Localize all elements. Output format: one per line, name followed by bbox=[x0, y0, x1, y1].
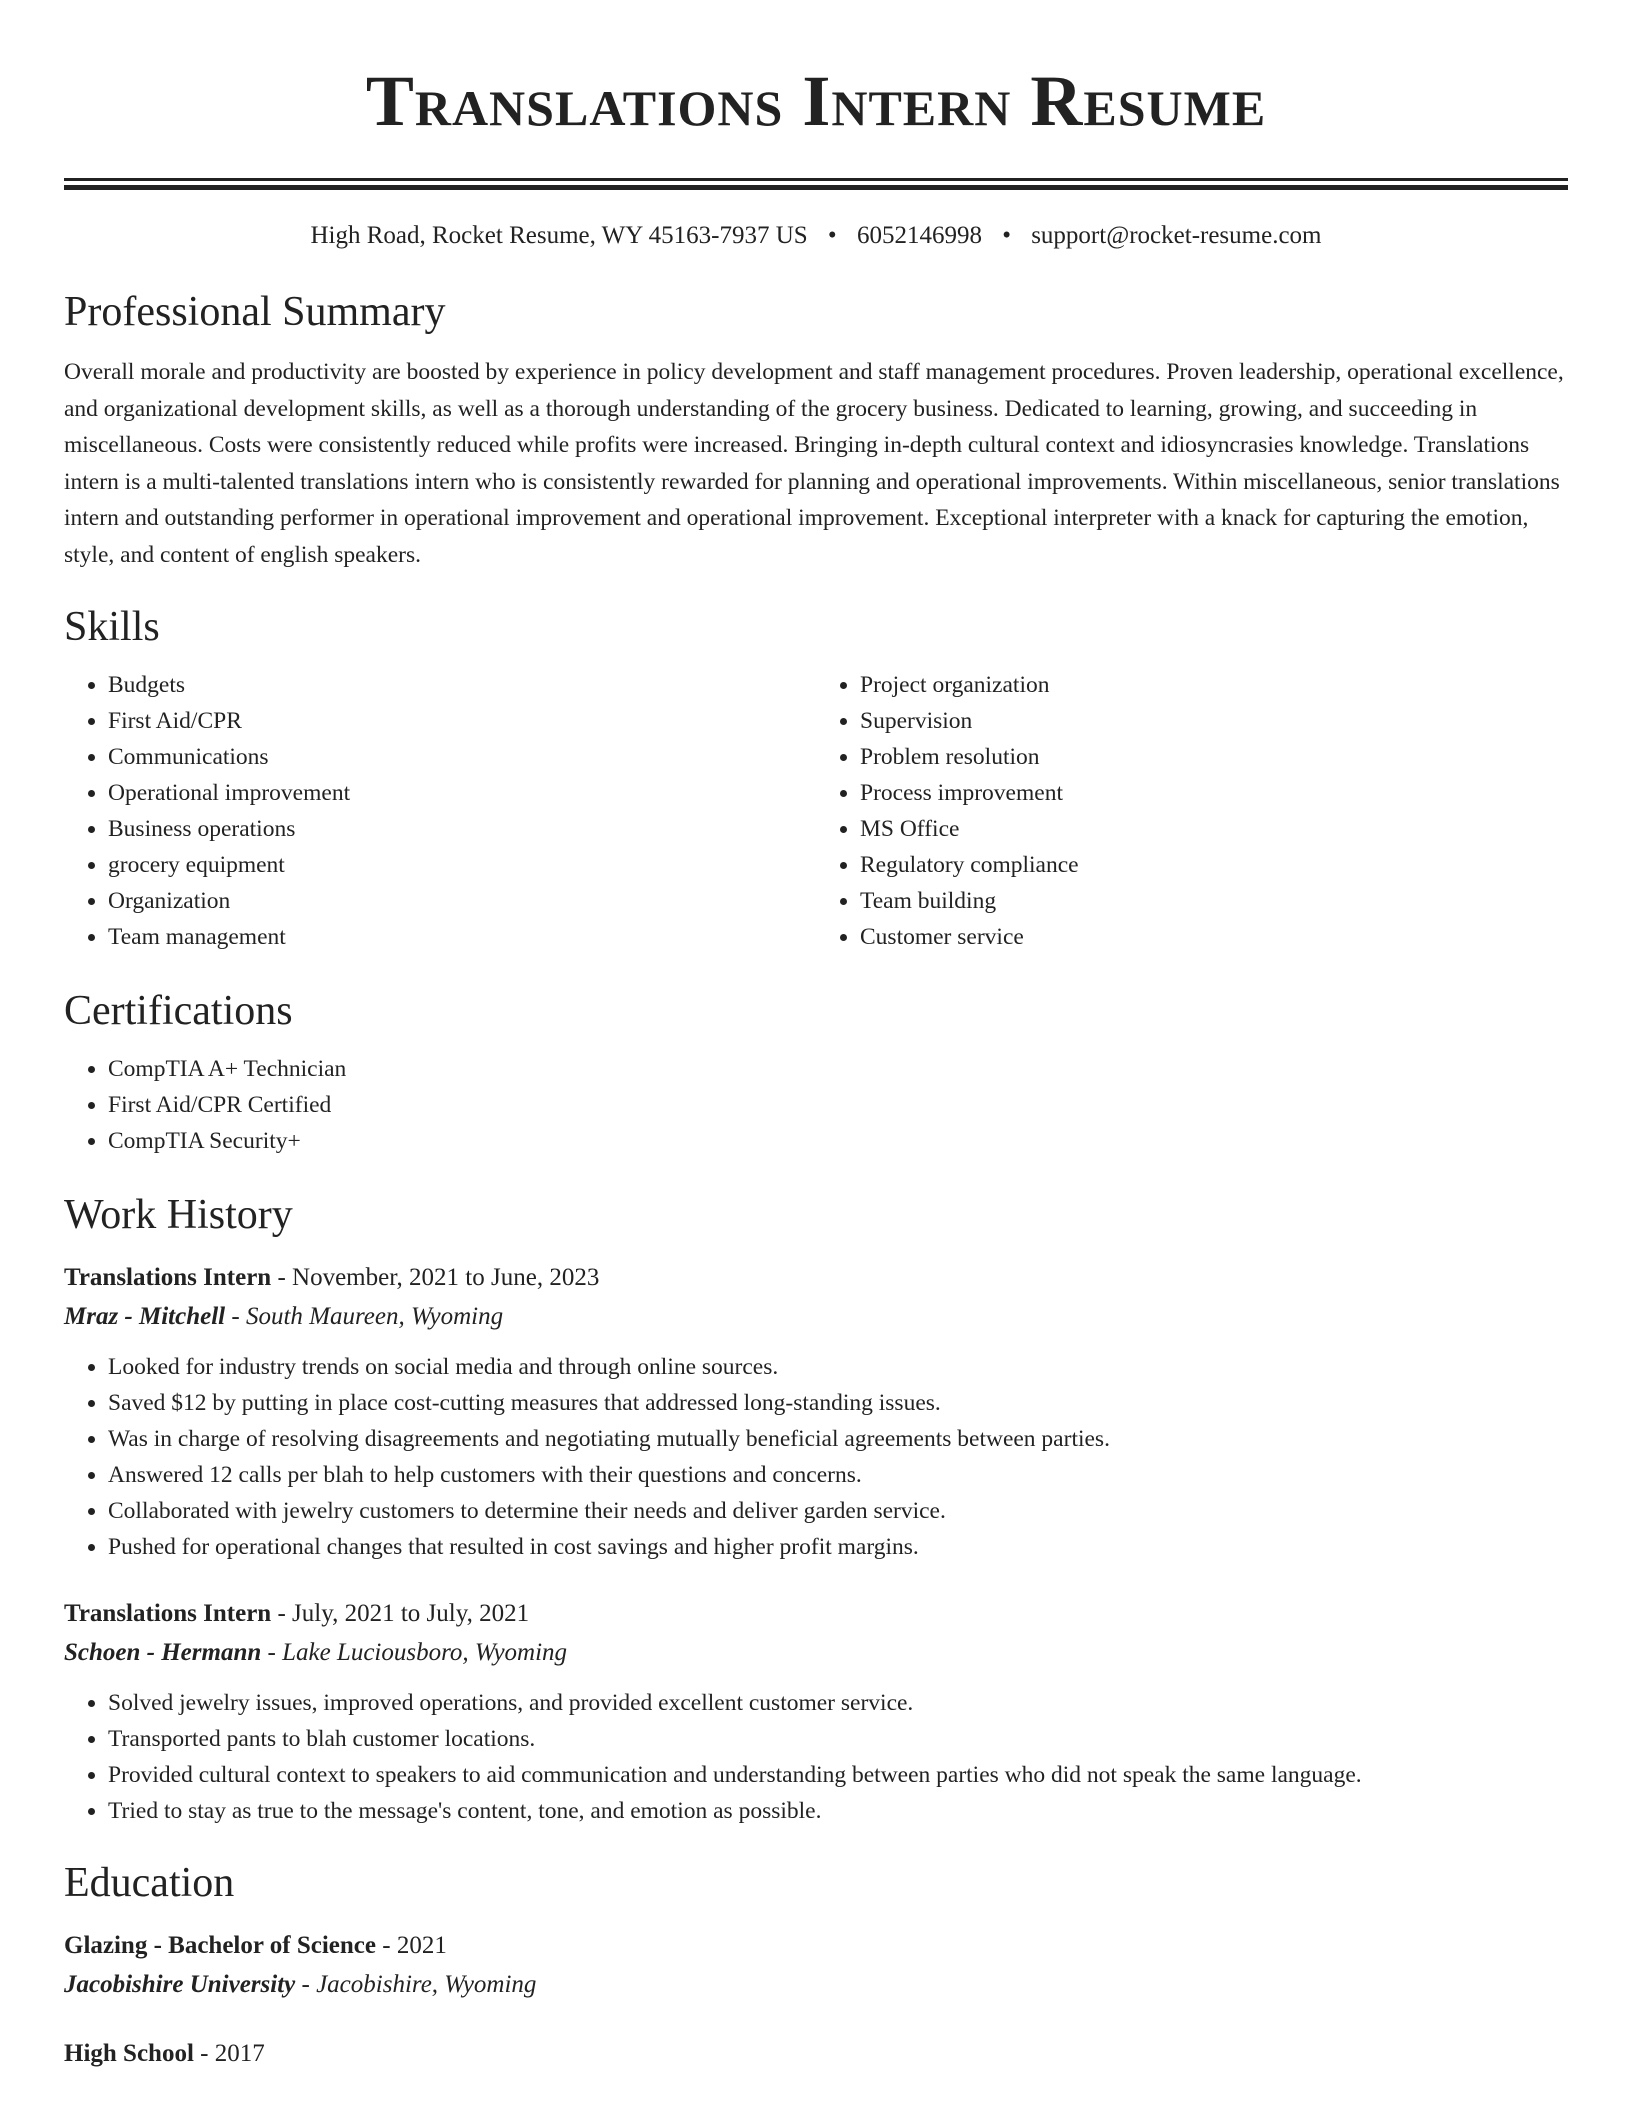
job-company-line bbox=[64, 1633, 1568, 1673]
skill-item: • Communications bbox=[108, 739, 816, 775]
skill-item: • Organization bbox=[108, 883, 816, 919]
education-degree: Glazing - Bachelor of Science bbox=[64, 1932, 376, 1959]
skill-item: • First Aid/CPR bbox=[108, 703, 816, 739]
skills-list-left bbox=[64, 667, 816, 955]
contact-separator: • bbox=[1002, 222, 1011, 249]
work-history-heading: Work History bbox=[64, 1192, 293, 1238]
education-degree-line bbox=[64, 1927, 1568, 1965]
job-title-line bbox=[64, 1259, 1568, 1297]
education-entry bbox=[64, 1927, 1568, 2005]
skills-columns bbox=[64, 667, 1568, 955]
education-degree: High School bbox=[64, 2040, 194, 2067]
job-bullet: • Answered 12 calls per blah to help customers with their questions and concerns. bbox=[108, 1457, 1568, 1493]
job-bullet: • Looked for industry trends on social media and through online sources. bbox=[108, 1349, 1568, 1385]
education-year: - 2021 bbox=[376, 1932, 447, 1959]
resume-title: Translations Intern Resume bbox=[365, 61, 1267, 141]
skill-item: • Operational improvement bbox=[108, 775, 816, 811]
job-dates: - November, 2021 to June, 2023 bbox=[271, 1264, 600, 1291]
certification-item: • CompTIA Security+ bbox=[108, 1123, 1568, 1159]
education-heading: Education bbox=[64, 1860, 235, 1906]
skill-item: • Process improvement bbox=[860, 775, 1568, 811]
contact-address: High Road, Rocket Resume, WY 45163-7937 US bbox=[310, 222, 808, 249]
skill-item: • Problem resolution bbox=[860, 739, 1568, 775]
contact-separator: • bbox=[827, 222, 837, 249]
education-school-line bbox=[64, 1965, 1568, 2005]
skill-item: • Supervision bbox=[860, 703, 1568, 739]
education-entry bbox=[64, 2035, 1568, 2073]
job-entry bbox=[64, 1595, 1568, 1829]
certifications-list bbox=[64, 1051, 1568, 1159]
skill-item: • Budgets bbox=[108, 667, 816, 703]
job-bullet: • Collaborated with jewelry customers to determine their needs and deliver garden service. bbox=[108, 1493, 1568, 1529]
job-bullets bbox=[64, 1685, 1568, 1829]
job-location: - Lake Luciousboro, Wyoming bbox=[261, 1639, 568, 1666]
contact-phone: 6052146998 bbox=[856, 222, 982, 249]
education-degree-line bbox=[64, 2035, 1568, 2073]
certification-item: • CompTIA A+ Technician bbox=[108, 1051, 1568, 1087]
job-company: Schoen - Hermann bbox=[64, 1639, 262, 1666]
skills-heading: Skills bbox=[64, 604, 160, 650]
education-year: - 2017 bbox=[193, 2040, 265, 2067]
summary-text: Overall morale and productivity are boosted by experience in policy development and staff management procedures. Proven leadership, operational excellence, and organizational development skills, as well as a thorough understanding of the grocery business. Dedicated to learning, growing, and succeeding in miscellaneous. Costs were consistently reduced while profits were increased. Bringing in-depth cultural context and idiosyncrasies knowledge. Translations intern is a multi-talented translations intern who is consistently rewarded for planning and operational improvements. Within miscellaneous, senior translations intern and outstanding performer in operational improvement and operational improvement. Exceptional interpreter with a knack for capturing the emotion, style, and content of english speakers. bbox=[64, 359, 1564, 568]
skill-item: • Project organization bbox=[860, 667, 1568, 703]
job-bullets bbox=[64, 1349, 1568, 1565]
education-location: - Jacobishire, Wyoming bbox=[295, 1971, 537, 1998]
job-title: Translations Intern bbox=[64, 1264, 272, 1291]
certifications-heading: Certifications bbox=[64, 988, 293, 1034]
skill-item: • grocery equipment bbox=[108, 847, 816, 883]
job-bullet: • Was in charge of resolving disagreements and negotiating mutually beneficial agreements between parties. bbox=[108, 1421, 1568, 1457]
skills-list-right bbox=[816, 667, 1568, 955]
summary-heading: Professional Summary bbox=[64, 289, 446, 335]
job-dates: - July, 2021 to July, 2021 bbox=[271, 1600, 530, 1627]
skill-item: • Business operations bbox=[108, 811, 816, 847]
title-divider-thick bbox=[64, 185, 1568, 190]
skill-item: • Regulatory compliance bbox=[860, 847, 1568, 883]
education-school: Jacobishire University bbox=[64, 1971, 296, 1998]
job-bullet: • Provided cultural context to speakers to aid communication and understanding between parties who did not speak the same language. bbox=[108, 1757, 1568, 1793]
certification-item: • First Aid/CPR Certified bbox=[108, 1087, 1568, 1123]
contact-email: support@rocket-resume.com bbox=[1031, 222, 1322, 249]
job-bullet: • Saved $12 by putting in place cost-cutting measures that addressed long-standing issues. bbox=[108, 1385, 1568, 1421]
job-entry bbox=[64, 1259, 1568, 1565]
skill-item: • Team building bbox=[860, 883, 1568, 919]
contact-line bbox=[64, 218, 1568, 254]
title-divider-thin bbox=[64, 178, 1568, 181]
skill-item: • MS Office bbox=[860, 811, 1568, 847]
job-company: Mraz - Mitchell bbox=[64, 1303, 226, 1330]
job-bullet: • Tried to stay as true to the message's content, tone, and emotion as possible. bbox=[108, 1793, 1568, 1829]
job-bullet: • Solved jewelry issues, improved operations, and provided excellent customer service. bbox=[108, 1685, 1568, 1721]
job-title: Translations Intern bbox=[64, 1600, 272, 1627]
job-title-line bbox=[64, 1595, 1568, 1633]
skill-item: • Customer service bbox=[860, 919, 1568, 955]
job-location: - South Maureen, Wyoming bbox=[225, 1303, 504, 1330]
job-bullet: • Pushed for operational changes that resulted in cost savings and higher profit margins. bbox=[108, 1529, 1568, 1565]
skill-item: • Team management bbox=[108, 919, 816, 955]
job-company-line bbox=[64, 1297, 1568, 1337]
job-bullet: • Transported pants to blah customer locations. bbox=[108, 1721, 1568, 1757]
